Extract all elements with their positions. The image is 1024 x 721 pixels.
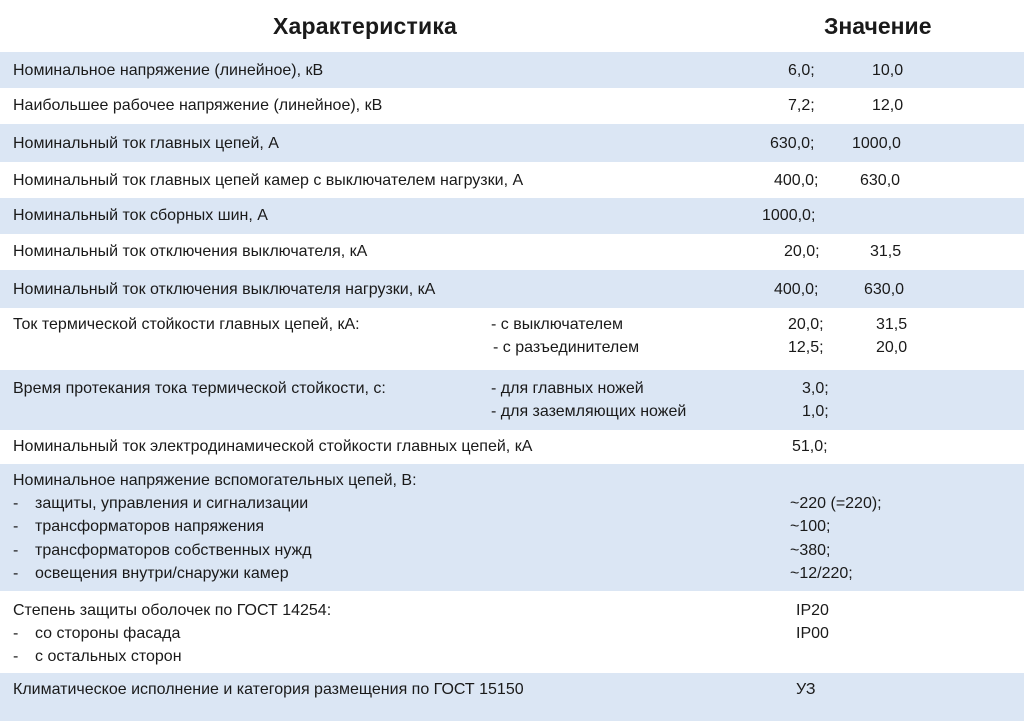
row-value-2: 31,5 [870, 243, 902, 260]
row-value-1: 7,2; [788, 97, 815, 114]
header-value: Значение [824, 13, 932, 39]
row-label: Номинальный ток электродинамической стойкости главных цепей, кА [13, 438, 533, 455]
table-row [0, 308, 1024, 370]
list-dash: - [13, 518, 19, 535]
list-item-label: защиты, управления и сигнализации [35, 495, 309, 512]
table-row [0, 591, 1024, 673]
row-value-1: 400,0; [774, 172, 819, 189]
row-value-2: 20,0 [876, 339, 908, 356]
row-label: Номинальное напряжение (линейное), кВ [13, 62, 324, 79]
sub-label: - с разъединителем [493, 339, 640, 356]
list-item-label: со стороны фасада [35, 625, 181, 642]
list-item-label: трансформаторов напряжения [35, 518, 265, 535]
list-item-label: трансформаторов собственных нужд [35, 542, 312, 559]
row-label: Время протекания тока термической стойкости, с: [13, 380, 386, 397]
list-item-label: с остальных сторон [35, 648, 182, 665]
table-row [0, 270, 1024, 308]
row-label: Наибольшее рабочее напряжение (линейное), кВ [13, 97, 383, 114]
row-value-1: 1,0; [802, 403, 829, 420]
row-value-2: 12,0 [872, 97, 904, 114]
table-row [0, 198, 1024, 234]
table-row [0, 234, 1024, 270]
list-dash: - [13, 542, 19, 559]
row-value-1: 400,0; [774, 281, 819, 298]
row-value-1: 6,0; [788, 62, 815, 79]
list-dash: - [13, 565, 19, 582]
row-value: УЗ [796, 681, 816, 698]
list-item-value: IP00 [796, 625, 829, 642]
table-header [0, 0, 1024, 54]
row-label: Номинальный ток главных цепей камер с выключателем нагрузки, А [13, 172, 524, 189]
row-label: Номинальный ток отключения выключателя нагрузки, кА [13, 281, 436, 298]
table-row [0, 162, 1024, 198]
header-characteristic: Характеристика [273, 13, 458, 39]
list-item-value: ~100; [790, 518, 831, 535]
row-value-2: 1000,0 [852, 135, 901, 152]
row-label: Климатическое исполнение и категория размещения по ГОСТ 15150 [13, 681, 524, 698]
table-row [0, 124, 1024, 162]
row-label: Номинальный ток сборных шин, А [13, 207, 268, 224]
table-row [0, 52, 1024, 88]
list-item-value: ~12/220; [790, 565, 853, 582]
list-dash: - [13, 625, 19, 642]
row-value-2: 630,0 [864, 281, 905, 298]
row-label: Номинальный ток отключения выключателя, кА [13, 243, 368, 260]
table-row [0, 370, 1024, 430]
list-dash: - [13, 648, 19, 665]
list-dash: - [13, 495, 19, 512]
row-label: Номинальное напряжение вспомогательных цепей, В: [13, 472, 417, 489]
row-value-1: 20,0; [788, 316, 824, 333]
table-row [0, 88, 1024, 124]
row-label: Степень защиты оболочек по ГОСТ 14254: [13, 602, 332, 619]
row-value-2: 31,5 [876, 316, 908, 333]
row-value-1: 12,5; [788, 339, 824, 356]
list-item-label: освещения внутри/снаружи камер [35, 565, 289, 582]
row-value-1: 20,0; [784, 243, 820, 260]
row-value-1: 51,0; [792, 438, 828, 455]
row-value-1: 1000,0; [762, 207, 816, 224]
table-row [0, 464, 1024, 591]
sub-label: - для главных ножей [491, 380, 644, 397]
row-value: IP20 [796, 602, 829, 619]
row-label: Номинальный ток главных цепей, А [13, 135, 279, 152]
row-value-2: 10,0 [872, 62, 904, 79]
list-item-value: ~380; [790, 542, 831, 559]
row-value-1: 3,0; [802, 380, 829, 397]
table-row [0, 430, 1024, 464]
table-row [0, 673, 1024, 721]
sub-label: - с выключателем [491, 316, 624, 333]
row-label: Ток термической стойкости главных цепей, кА: [13, 316, 360, 333]
sub-label: - для заземляющих ножей [491, 403, 687, 420]
row-value-1: 630,0; [770, 135, 815, 152]
list-item-value: ~220 (=220); [790, 495, 882, 512]
row-value-2: 630,0 [860, 172, 901, 189]
